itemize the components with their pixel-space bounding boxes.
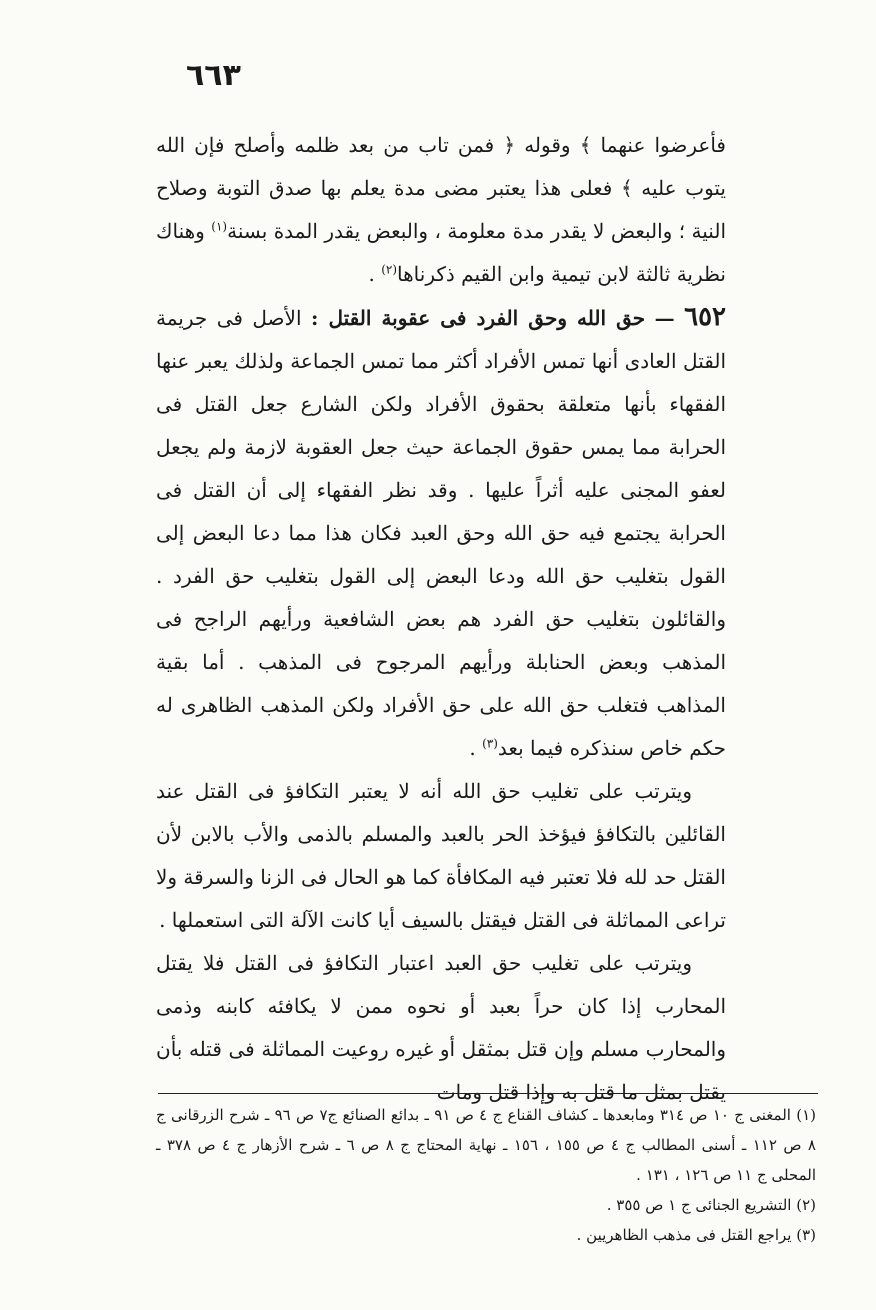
paragraph-1-text: فأعرضوا عنهما ﴾ وقوله ﴿ فمن تاب من بعد ظلمه وأصلح فإن الله يتوب عليه ﴾ فعلى هذا يعتبر مضى مدة يعلم بها صدق التوبة وصلاح النية ؛ والبعض لا يقدر مدة معلومة ، والبعض يقدر المدة بسنة: [156, 133, 726, 243]
section-dash: —: [654, 306, 675, 330]
section-paragraph-text: الأصل فى جريمة القتل العادى أنها تمس الأفراد أكثر مما تمس الجماعة ولذلك يعبر عنها الفقهاء بأنها متعلقة بحقوق الأفراد ولكن الشارع جعل القتل فى الحرابة مما يمس حقوق الجماعة حيث جعل العقوبة لازمة ولم يجعل لعفو المجنى عليه أثراً عليها . وقد نظر الفقهاء إلى أن القتل فى الحرابة يجتمع فيه حق الله وحق العبد فكان هذا مما دعا البعض إلى القول بتغليب حق الله ودعا البعض إلى القول بتغليب حق الفرد . والقائلون بتغليب حق الفرد هم بعض الشافعية ورأيهم الراجح فى المذهب وبعض الحنابلة ورأيهم المرجوح فى المذهب . أما بقية المذاهب فتغلب حق الله على حق الأفراد ولكن المذهب الظاهرى له حكم خاص سنذكره فيما بعد: [156, 306, 726, 760]
paragraph-1: [156, 124, 726, 296]
paragraph-1-end: .: [368, 262, 375, 286]
footnote-2: (٢) التشريع الجنائى ج ١ ص ٣٥٥ .: [606, 1196, 816, 1214]
footnote-1: (١) المغنى ج ١٠ ص ٣١٤ ومابعدها ـ كشاف القناع ج ٤ ص ٩١ ـ بدائع الصنائع ج٧ ص ٩٦ ـ شرح الزرقانى ج ٨ ص ١١٢ ـ أسنى المطالب ج ٤ ص ١٥٥ ، ١٥٦ ـ نهاية المحتاج ج ٨ ص ٦ ـ شرح الأزهار ج ٤ ص ٣٧٨ ـ المحلى ج ١١ ص ١٢٦ ، ١٣١ .: [156, 1106, 817, 1184]
section-paragraph: [156, 296, 726, 770]
footnotes: [156, 1100, 816, 1250]
page-number: ٦٦٣: [186, 58, 241, 93]
paragraph-3: ويترتب على تغليب حق الله أنه لا يعتبر التكافؤ فى القتل عند القائلين بالتكافؤ فيؤخذ الحر بالعبد والمسلم بالذمى والأب بالابن لأن القتل حد لله فلا تعتبر فيه المكافأة كما هو الحال فى الزنا والسرقة ولا تراعى المماثلة فى القتل فيقتل بالسيف أيا كانت الآلة التى استعملها .: [156, 779, 726, 932]
footnote-ref-2: (٢): [381, 262, 398, 277]
footnote-3: (٣) يراجع القتل فى مذهب الظاهريين .: [576, 1226, 816, 1244]
section-number: ٦٥٢: [684, 302, 727, 332]
paragraph-1-continuation: وهناك نظرية ثالثة لابن تيمية وابن القيم ذكرناها: [156, 219, 726, 286]
section-paragraph-end: .: [469, 736, 476, 760]
paragraph-4: ويترتب على تغليب حق العبد اعتبار التكافؤ فى القتل فلا يقتل المحارب إذا كان حراً بعبد أو نحوه ممن لا يكافئه كابنه وذمى والمحارب مسلم وإن قتل بمثقل أو غيره روعيت المماثلة فى قتله بأن يقتل بمثل ما قتل به وإذا قتل ومات: [156, 951, 726, 1104]
section-heading: حق الله وحق الفرد فى عقوبة القتل :: [310, 306, 646, 330]
footnote-divider: [158, 1093, 818, 1094]
footnote-ref-3: (٣): [482, 736, 498, 751]
footnote-ref-1: (١): [211, 219, 228, 234]
body-text: [156, 124, 726, 1114]
